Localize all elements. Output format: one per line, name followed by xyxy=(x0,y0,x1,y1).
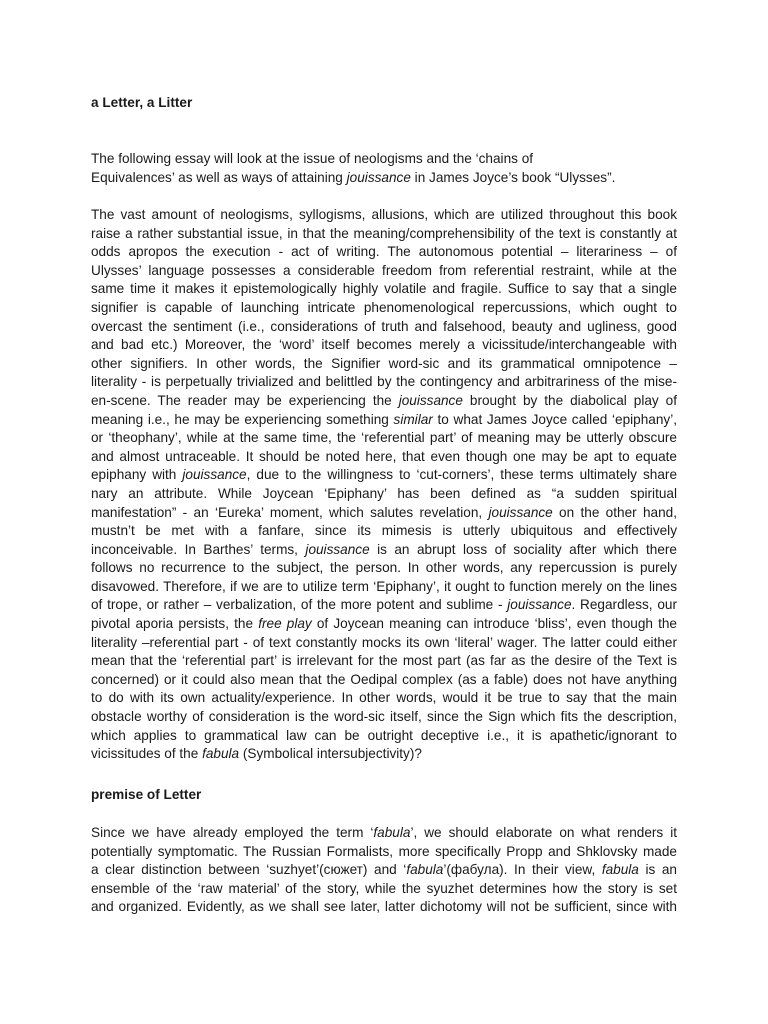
text-line: or ‘theophany’, while at the same time, the ‘referential part’ of meaning may be utterly obscure xyxy=(91,430,677,446)
text-line: overcast the sentiment (i.e., considerations of truth and falsehood, beauty and ugliness, good xyxy=(91,318,677,334)
body-paragraph-2 xyxy=(91,824,677,917)
text-line: en-scene. The reader may be experiencing the jouissance brought by the diabolical play of xyxy=(91,392,677,408)
body-paragraph-1 xyxy=(91,206,677,764)
text-line: literality –referential part - of text constantly mocks its own ‘literal’ wager. The latter could either xyxy=(91,634,677,650)
text-line: a clear distinction between ‘suzhyet’(сюжет) and ‘fabula’(фабула). In their view, fabula is an xyxy=(91,862,677,878)
text-line: other signifiers. In other words, the Signifier word-sic and its grammatical omnipotence – xyxy=(91,355,677,371)
text-line: signifier is capable of launching intricate phenomenological repercussions, which ought to xyxy=(91,299,677,315)
text-line: The vast amount of neologisms, syllogisms, allusions, which are utilized throughout this book xyxy=(91,207,677,222)
text-line: potentially symptomatic. The Russian Formalists, more specifically Propp and Shklovsky made xyxy=(91,843,677,859)
text-line: mean that the ‘referential part’ is irrelevant for the most part (as far as the desire of the Text is xyxy=(91,653,677,669)
text-line: manifestation” - an ‘Eureka’ moment, which salutes revelation, jouissance on the other hand, xyxy=(91,504,677,520)
text-line: raise a rather substantial issue, in that the meaning/comprehensibility of the text is constantly at xyxy=(91,225,677,241)
text-line: inconceivable. In Barthes’ terms, jouissance is an abrupt loss of sociality after which there xyxy=(91,541,677,557)
text-line: literality - is perpetually trivialized and belittled by the contingency and arbitrariness of the mise- xyxy=(91,374,677,390)
text-line: Since we have already employed the term ‘fabula’, we should elaborate on what renders it xyxy=(91,825,677,840)
text-line: and bad etc.) Moreover, the ‘word’ itself becomes merely a vicissitude/interchangeable with xyxy=(91,337,677,353)
text-line: The following essay will look at the issue of neologisms and the ‘chains of xyxy=(91,151,534,166)
text-line: which applies to grammatical law can be outright deceptive i.e., it is apathetic/ignorant to xyxy=(91,727,677,743)
text-line: obstacle worthy of consideration is the word-sic itself, since the Sign which fits the description, xyxy=(91,709,677,725)
text-line: and almost untraceable. It should be noted here, that even though one may be apt to equate xyxy=(91,448,677,464)
text-line: to do with its own actuality/experience. In other words, would it be true to say that the main xyxy=(91,690,677,706)
text-line: mustn’t be met with a fanfare, since its mimesis is utterly ubiquitous and effectively xyxy=(91,523,677,539)
text-line: disavowed. Therefore, if we are to utilize term ‘Epiphany’, it ought to function merely on the lines xyxy=(91,578,677,594)
text-line: same time it makes it epistemologically highly volatile and fragile. Suffice to say that a single xyxy=(91,281,677,297)
text-line: Ulysses’ language possesses a considerable freedom from referential restraint, while at the xyxy=(91,262,677,278)
text-line: vicissitudes of the fabula (Symbolical intersubjectivity)? xyxy=(91,746,422,762)
text-line: of trope, or rather – verbalization, of the more potent and sublime - jouissance. Regardless, our xyxy=(91,597,677,613)
text-line: nary an attribute. While Joycean ‘Epiphany’ has been defined as “a sudden spiritual xyxy=(91,485,677,501)
section-heading: premise of Letter xyxy=(91,787,202,802)
text-line: Equivalences’ as well as ways of attaining jouissance in James Joyce’s book “Ulysses”. xyxy=(91,169,616,185)
intro-paragraph xyxy=(91,150,691,187)
text-line: follows no recurrence to the subject, the person. In other words, any repercussion is purely xyxy=(91,560,677,576)
document-title: a Letter, a Litter xyxy=(91,95,193,110)
text-line: ensemble of the ‘raw material’ of the story, while the syuzhet determines how the story is set xyxy=(91,880,677,896)
text-line: and organized. Evidently, as we shall see later, latter dichotomy will not be sufficient, since with xyxy=(91,899,677,915)
text-line: odds apropos the execution - act of writing. The autonomous potential – literariness – of xyxy=(91,244,677,260)
text-line: epiphany with jouissance, due to the willingness to ‘cut-corners’, these terms ultimately share xyxy=(91,467,677,483)
text-line: meaning i.e., he may be experiencing something similar to what James Joyce called ‘epiphany’, xyxy=(91,411,677,427)
text-line: concerned) or it could also mean that the Oedipal complex (as a fable) does not have anything xyxy=(91,671,677,687)
text-line: pivotal aporia persists, the free play of Joycean meaning can introduce ‘bliss’, even though the xyxy=(91,616,677,632)
